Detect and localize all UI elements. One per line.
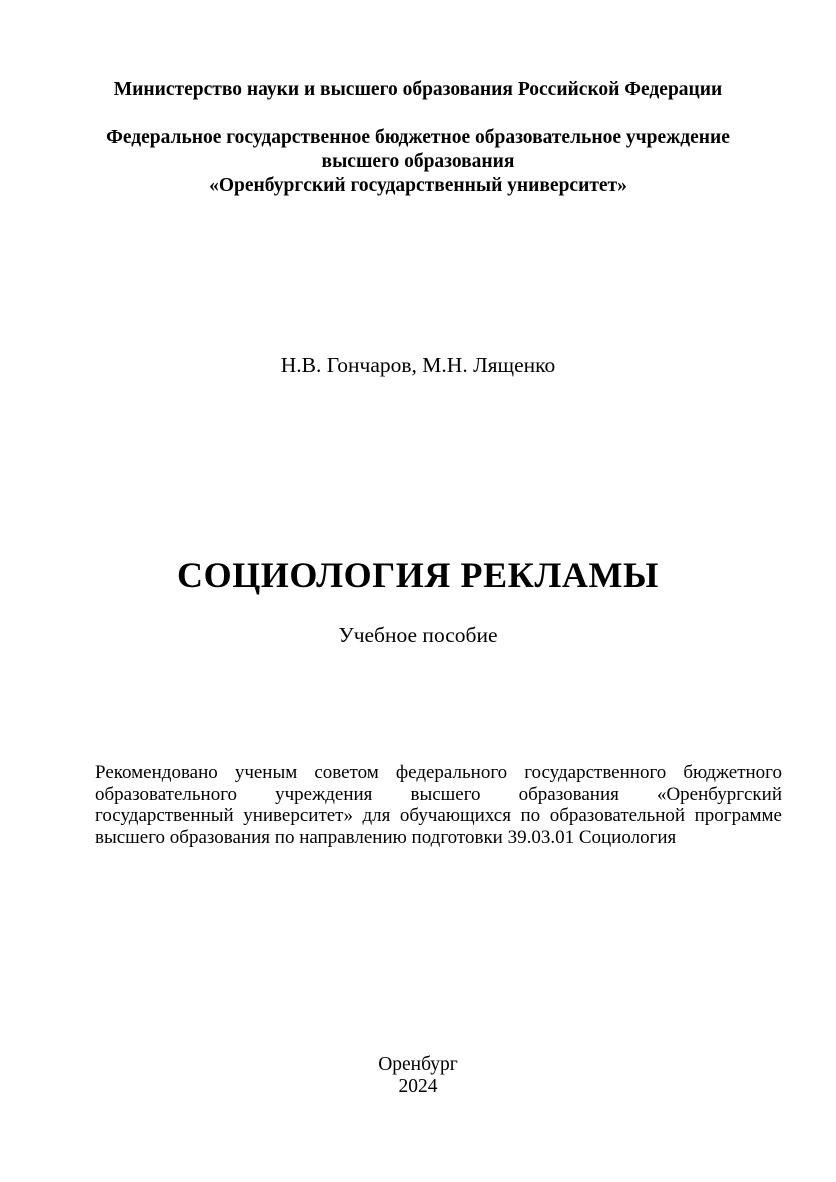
institution-line-2: высшего образования	[321, 151, 515, 172]
imprint-city: Оренбург	[378, 1054, 458, 1075]
page-title: СОЦИОЛОГИЯ РЕКЛАМЫ	[177, 555, 659, 596]
institution-line-3: «Оренбургский государственный университет»	[209, 175, 627, 196]
page-subtitle: Учебное пособие	[338, 623, 498, 647]
ministry-line: Министерство науки и высшего образования Российской Федерации	[113, 79, 723, 100]
imprint	[0, 1054, 836, 1098]
organization-header	[95, 78, 741, 198]
recommendation-paragraph: Рекомендовано ученым советом федерального государственного бюджетного образовательного учреждения высшего образования «Оренбургский государственный университет» для обучающихся по образовательной программе высшего образования по направлению подготовки 39.03.01 Социология	[95, 762, 782, 849]
institution-line-1: Федеральное государственное бюджетное образовательное учреждение	[106, 127, 730, 148]
imprint-year: 2024	[398, 1076, 438, 1097]
authors: Н.В. Гончаров, М.Н. Лященко	[280, 353, 556, 377]
institution-block	[95, 126, 741, 198]
